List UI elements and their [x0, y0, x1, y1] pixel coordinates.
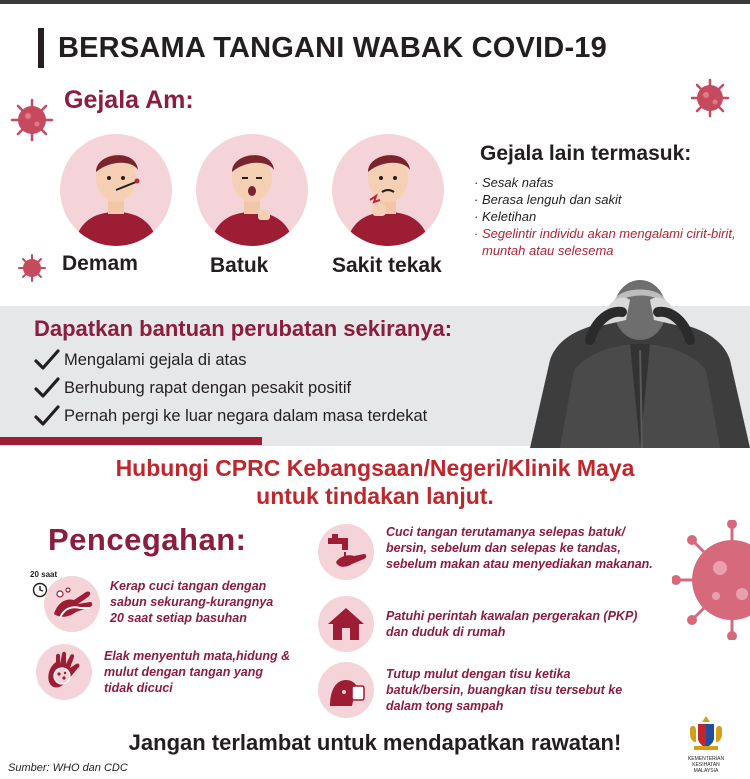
- timer-label: 20 saat: [30, 570, 58, 579]
- seek-help-list: [34, 346, 427, 430]
- cta-line-2: untuk tindakan lanjut.: [256, 483, 494, 509]
- prevention-item-cover-mouth: [318, 662, 646, 718]
- source-note: Sumber: WHO dan CDC: [8, 762, 128, 774]
- list-item: · Segelintir individu akan mengalami cirit-birit, muntah atau selesema: [474, 225, 744, 259]
- list-item-text: Berhubung rapat dengan pesakit positif: [64, 378, 352, 397]
- list-item: · Sesak nafas: [474, 175, 554, 190]
- prevention-item-hand-wash: [30, 572, 290, 626]
- doctor-image: [530, 270, 750, 448]
- cough-person-icon: [196, 134, 308, 246]
- ministry-logo: [676, 714, 736, 774]
- prevention-text: Patuhi perintah kawalan pergerakan (PKP) dan duduk di rumah: [386, 609, 638, 639]
- virus-icon: [18, 254, 46, 282]
- symptom-circle: [60, 134, 172, 246]
- other-symptoms-heading: Gejala lain termasuk:: [480, 142, 692, 165]
- footer-message: Jangan terlambat untuk mendapatkan rawatan!: [128, 730, 622, 755]
- list-item: [34, 346, 427, 374]
- checkmark-icon: [34, 377, 60, 399]
- other-symptoms-list: [474, 174, 744, 259]
- list-item: · Keletihan: [474, 209, 537, 224]
- prevention-text: Tutup mulut dengan tisu ketika batuk/bersin, buangkan tisu tersebut ke dalam tong sampah: [386, 667, 623, 713]
- title-accent-bar: [38, 28, 44, 68]
- symptom-label: Sakit tekak: [332, 254, 442, 277]
- checkmark-icon: [34, 405, 60, 427]
- tap-icon: [318, 524, 374, 580]
- header: [38, 28, 607, 68]
- cta-line-1: Hubungi CPRC Kebangsaan/Negeri/Klinik Maya: [115, 455, 635, 481]
- symptom-label: Batuk: [210, 254, 269, 277]
- prevention-text: Cuci tangan terutamanya selepas batuk/ bersin, sebelum dan selepas ke tandas, sebelum makan atau menyediakan makanan.: [386, 525, 653, 571]
- list-item-text: Berasa lenguh dan sakit: [482, 192, 622, 207]
- list-item-text: Pernah pergi ke luar negara dalam masa terdekat: [64, 406, 428, 425]
- list-item-text: Segelintir individu akan mengalami cirit-birit, muntah atau selesema: [482, 226, 736, 258]
- ministry-name: KEMENTERIAN KESIHATAN: [687, 756, 725, 768]
- ministry-country: MALAYSIA: [693, 768, 719, 774]
- list-item-text: Mengalami gejala di atas: [64, 350, 247, 369]
- prevention-text: Elak menyentuh mata,hidung & mulut dengan tangan yang tidak dicuci: [104, 649, 291, 695]
- prevention-item-stay-home: [318, 596, 646, 652]
- prevention-item-wash-hands: [318, 524, 656, 580]
- prevention-heading: Pencegahan:: [48, 522, 247, 557]
- call-to-action: [0, 454, 750, 510]
- symptom-circle: [332, 134, 444, 246]
- dirty-hand-icon: [36, 644, 92, 700]
- fever-person-icon: [60, 134, 172, 246]
- list-item-text: Sesak nafas: [482, 175, 554, 190]
- tissue-cough-icon: [318, 662, 374, 718]
- virus-icon: [672, 520, 750, 640]
- hand-wash-icon: [44, 576, 100, 632]
- virus-icon: [690, 78, 730, 118]
- sore-throat-person-icon: [332, 134, 444, 246]
- checkmark-icon: [34, 349, 60, 371]
- page-title: BERSAMA TANGANI WABAK COVID-19: [58, 31, 607, 64]
- list-item-text: Keletihan: [482, 209, 537, 224]
- list-item: · Berasa lenguh dan sakit: [474, 192, 622, 207]
- house-icon: [318, 596, 374, 652]
- general-symptoms-heading: Gejala Am:: [64, 86, 194, 114]
- prevention-text: Kerap cuci tangan dengan sabun sekurang-kurangnya 20 saat setiap basuhan: [110, 579, 274, 625]
- band-accent-bar: [0, 437, 262, 445]
- top-border: [0, 0, 750, 4]
- seek-help-heading: Dapatkan bantuan perubatan sekiranya:: [34, 316, 453, 341]
- virus-icon: [10, 98, 54, 142]
- list-item: [34, 374, 427, 402]
- list-item: [34, 402, 427, 430]
- symptom-label: Demam: [62, 252, 138, 275]
- prevention-item-no-touch: [36, 644, 294, 700]
- symptom-circle: [196, 134, 308, 246]
- coat-of-arms-icon: [686, 714, 726, 752]
